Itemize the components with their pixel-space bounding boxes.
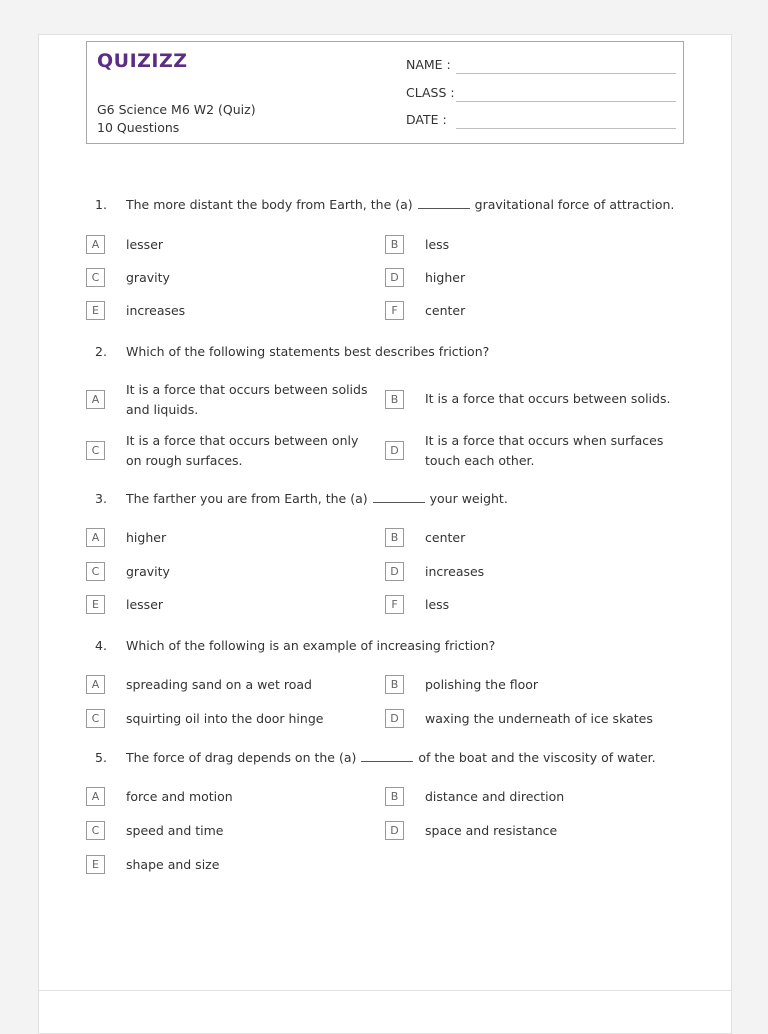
class-label: CLASS : (406, 85, 455, 100)
option-letter-box[interactable]: D (385, 268, 404, 287)
option-letter-box[interactable]: D (385, 821, 404, 840)
option-letter-box[interactable]: D (385, 709, 404, 728)
option-letter-box[interactable]: C (86, 562, 105, 581)
option-letter-box[interactable]: E (86, 301, 105, 320)
option-letter-box[interactable]: F (385, 301, 404, 320)
date-label: DATE : (406, 112, 447, 127)
option-letter-box[interactable]: E (86, 595, 105, 614)
option-text: higher (425, 270, 466, 285)
option-text: waxing the underneath of ice skates (425, 711, 653, 726)
date-field[interactable] (406, 112, 676, 132)
option-letter-box[interactable]: D (385, 441, 404, 460)
option-letter-box[interactable]: C (86, 821, 105, 840)
question-text-after: of the boat and the viscosity of water. (418, 750, 656, 765)
option-letter-box[interactable]: C (86, 441, 105, 460)
option-text: increases (126, 303, 186, 318)
question-count: 10 Questions (97, 120, 180, 135)
option-letter-box[interactable]: A (86, 235, 105, 254)
option-letter-box[interactable]: B (385, 235, 404, 254)
class-line[interactable] (456, 101, 676, 102)
option-text: distance and direction (425, 789, 565, 804)
question-text-after: your weight. (429, 491, 508, 506)
question-text: Which of the following is an example of increasing friction? (126, 638, 496, 653)
option-letter-box[interactable]: F (385, 595, 404, 614)
question-number: 4. (95, 638, 107, 653)
option-letter-box[interactable]: B (385, 787, 404, 806)
question-text (126, 197, 686, 212)
answer-blank (361, 751, 413, 762)
name-label: NAME : (406, 57, 451, 72)
option-text: It is a force that occurs between solids and liquids. (126, 382, 368, 417)
option-text: force and motion (126, 789, 233, 804)
option-text: less (425, 597, 450, 612)
option-text: gravity (126, 564, 170, 579)
question-text-before: The farther you are from Earth, the (a) (126, 491, 368, 506)
option-letter-box[interactable]: E (86, 855, 105, 874)
option-letter-box[interactable]: B (385, 528, 404, 547)
question-text (126, 750, 686, 765)
option-text: increases (425, 564, 485, 579)
question-number: 2. (95, 344, 107, 359)
option-text: less (425, 237, 450, 252)
option-text: speed and time (126, 823, 224, 838)
name-field[interactable] (406, 57, 676, 77)
answer-blank (373, 492, 425, 503)
option-text: It is a force that occurs between solids. (425, 391, 671, 406)
date-line[interactable] (456, 128, 676, 129)
option-text: space and resistance (425, 823, 558, 838)
page-bottom-divider (38, 990, 732, 991)
option-text: lesser (126, 237, 164, 252)
question-text-after: gravitational force of attraction. (474, 197, 675, 212)
option-text: higher (126, 530, 167, 545)
question-text-before: The more distant the body from Earth, the (a) (126, 197, 413, 212)
question-text-before: The force of drag depends on the (a) (126, 750, 357, 765)
option-text: lesser (126, 597, 164, 612)
quiz-title: G6 Science M6 W2 (Quiz) (97, 102, 256, 117)
answer-blank (418, 198, 470, 209)
worksheet-header (86, 41, 684, 144)
option-text: squirting oil into the door hinge (126, 711, 324, 726)
option-text: center (425, 530, 466, 545)
option-letter-box[interactable]: D (385, 562, 404, 581)
question-text (126, 491, 686, 506)
option-text: spreading sand on a wet road (126, 677, 312, 692)
question-number: 3. (95, 491, 107, 506)
quizizz-logo: QUIZIZZ (97, 50, 188, 72)
option-letter-box[interactable]: B (385, 675, 404, 694)
option-text: It is a force that occurs when surfaces touch each other. (425, 433, 664, 468)
option-text: center (425, 303, 466, 318)
option-letter-box[interactable]: A (86, 675, 105, 694)
option-text: gravity (126, 270, 170, 285)
option-letter-box[interactable]: B (385, 390, 404, 409)
option-letter-box[interactable]: A (86, 528, 105, 547)
question-number: 5. (95, 750, 107, 765)
question-text: Which of the following statements best describes friction? (126, 344, 490, 359)
option-letter-box[interactable]: A (86, 390, 105, 409)
option-letter-box[interactable]: C (86, 709, 105, 728)
option-letter-box[interactable]: C (86, 268, 105, 287)
question-number: 1. (95, 197, 107, 212)
option-letter-box[interactable]: A (86, 787, 105, 806)
option-text: polishing the floor (425, 677, 539, 692)
option-text: It is a force that occurs between only on rough surfaces. (126, 433, 359, 468)
name-line[interactable] (456, 73, 676, 74)
option-text: shape and size (126, 857, 220, 872)
class-field[interactable] (406, 85, 676, 105)
